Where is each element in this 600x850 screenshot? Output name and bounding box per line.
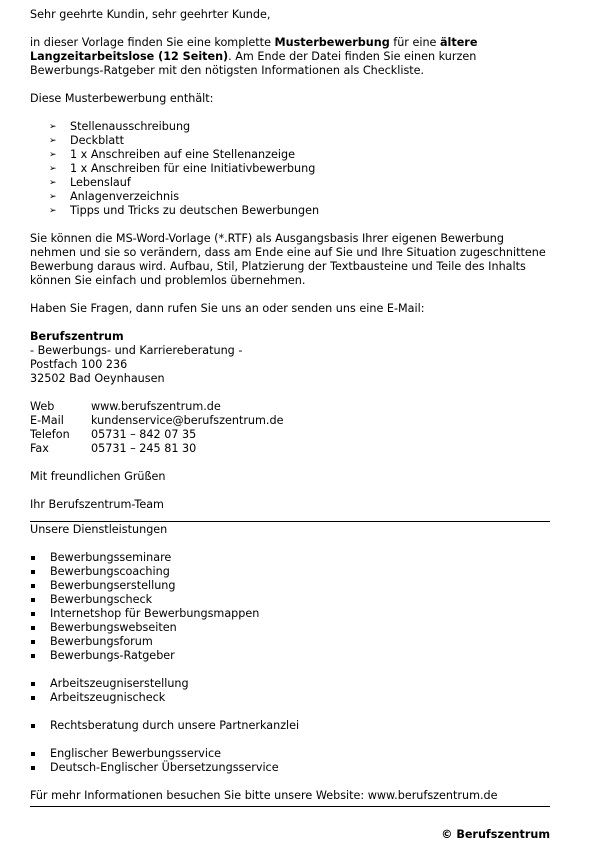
list-item: ➢ Stellenausschreibung: [49, 120, 191, 133]
more-info-line: Für mehr Informationen besuchen Sie bitte unsere Website: www.berufszentrum.de: [30, 789, 550, 807]
contact-block: [30, 400, 550, 456]
services-list-4: [30, 747, 550, 775]
salutation: Sehr geehrte Kundin, sehr geehrter Kunde,: [30, 8, 271, 21]
list-item: ➢ Tipps und Tricks zu deutschen Bewerbungen: [49, 204, 320, 217]
square-bullet-icon: [31, 752, 35, 756]
arrow-bullet-icon: ➢: [49, 122, 57, 132]
services-heading: Unsere Dienstleistungen: [30, 523, 168, 536]
services-list-1: [30, 551, 550, 663]
intro-bold-2: ältere Langzeitarbeitslose (12 Seiten): [30, 36, 478, 63]
contact-phone: Telefon 05731 – 842 07 35: [30, 428, 197, 441]
arrow-bullet-icon: ➢: [49, 164, 57, 174]
square-bullet-icon: [31, 766, 35, 770]
square-bullet-icon: [31, 640, 35, 644]
list-item: Bewerbungs-Ratgeber: [30, 649, 550, 663]
contact-fax: Fax 05731 – 245 81 30: [30, 442, 197, 455]
list-item: Bewerbungscoaching: [30, 565, 550, 579]
list-item: Bewerbungsforum: [30, 635, 550, 649]
square-bullet-icon: [31, 612, 35, 616]
address-city: 32502 Bad Oeynhausen: [30, 372, 165, 385]
signature: Ihr Berufszentrum-Team: [30, 498, 164, 511]
intro-bold-1: Musterbewerbung: [274, 36, 390, 49]
square-bullet-icon: [31, 570, 35, 574]
company-name: Berufszentrum: [30, 330, 124, 343]
list-item: Bewerbungscheck: [30, 593, 550, 607]
address-block: [30, 330, 550, 386]
square-bullet-icon: [31, 598, 35, 602]
contact-web: Web www.berufszentrum.de: [30, 400, 221, 413]
usage-paragraph: Sie können die MS-Word-Vorlage (*.RTF) als Ausgangsbasis Ihrer eigenen Bewerbung nehmen und sie so verändern, dass am Ende eine auf Sie und Ihre Situation zugeschnittene Bewerbung daraus wird. Aufbau, Stil, Platzierung der Textbausteine und Teile des Inhalts können Sie einfach und problemlos übernehmen.: [30, 232, 546, 287]
contact-email: E-Mail kundenservice@berufszentrum.de: [30, 414, 284, 427]
arrow-bullet-icon: ➢: [49, 136, 57, 146]
document-page: [30, 0, 550, 850]
list-item: ➢ 1 x Anschreiben auf eine Stellenanzeige: [49, 148, 295, 161]
letter-body: [30, 8, 550, 807]
company-tagline: - Bewerbungs- und Karriereberatung -: [30, 344, 243, 357]
section-divider: [30, 521, 550, 522]
services-list-3: [30, 719, 550, 733]
web-link[interactable]: www.berufszentrum.de: [91, 400, 221, 413]
contents-list: [30, 120, 550, 218]
phone-number: 05731 – 842 07 35: [91, 428, 197, 441]
square-bullet-icon: [31, 654, 35, 658]
list-item: Arbeitszeugniserstellung: [30, 677, 550, 691]
intro-text-1: in dieser Vorlage finden Sie eine komplette: [30, 36, 275, 49]
contents-heading: Diese Musterbewerbung enthält:: [30, 92, 214, 105]
list-item: ➢ Deckblatt: [49, 134, 124, 147]
intro-paragraph: [30, 36, 550, 78]
address-street: Postfach 100 236: [30, 358, 128, 371]
intro-text-2: für eine: [389, 36, 440, 49]
list-item: Bewerbungswebseiten: [30, 621, 550, 635]
closing: Mit freundlichen Grüßen: [30, 470, 166, 483]
list-item: Internetshop für Bewerbungsmappen: [30, 607, 550, 621]
list-item: ➢ Anlagenverzeichnis: [49, 190, 180, 203]
arrow-bullet-icon: ➢: [49, 178, 57, 188]
list-item: Deutsch-Englischer Übersetzungsservice: [30, 761, 550, 775]
square-bullet-icon: [31, 626, 35, 630]
list-item: ➢ Lebenslauf: [49, 176, 131, 189]
arrow-bullet-icon: ➢: [49, 206, 57, 216]
intro-text-3: . Am Ende der Datei finden Sie einen kurzen Bewerbungs-Ratgeber mit den nötigsten Informationen als Checkliste.: [30, 50, 477, 77]
square-bullet-icon: [31, 584, 35, 588]
list-item: Bewerbungserstellung: [30, 579, 550, 593]
list-item: Rechtsberatung durch unsere Partnerkanzlei: [30, 719, 550, 733]
arrow-bullet-icon: ➢: [49, 192, 57, 202]
email-link[interactable]: kundenservice@berufszentrum.de: [91, 414, 284, 427]
square-bullet-icon: [31, 682, 35, 686]
square-bullet-icon: [31, 724, 35, 728]
square-bullet-icon: [31, 696, 35, 700]
arrow-bullet-icon: ➢: [49, 150, 57, 160]
list-item: Bewerbungsseminare: [30, 551, 550, 565]
copyright-notice: © Berufszentrum: [441, 828, 550, 841]
list-item: Englischer Bewerbungsservice: [30, 747, 550, 761]
list-item: Arbeitszeugnischeck: [30, 691, 550, 705]
questions-paragraph: Haben Sie Fragen, dann rufen Sie uns an oder senden uns eine E-Mail:: [30, 302, 425, 315]
square-bullet-icon: [31, 556, 35, 560]
list-item: ➢ 1 x Anschreiben für eine Initiativbewerbung: [49, 162, 316, 175]
fax-number: 05731 – 245 81 30: [91, 442, 197, 455]
services-list-2: [30, 677, 550, 705]
